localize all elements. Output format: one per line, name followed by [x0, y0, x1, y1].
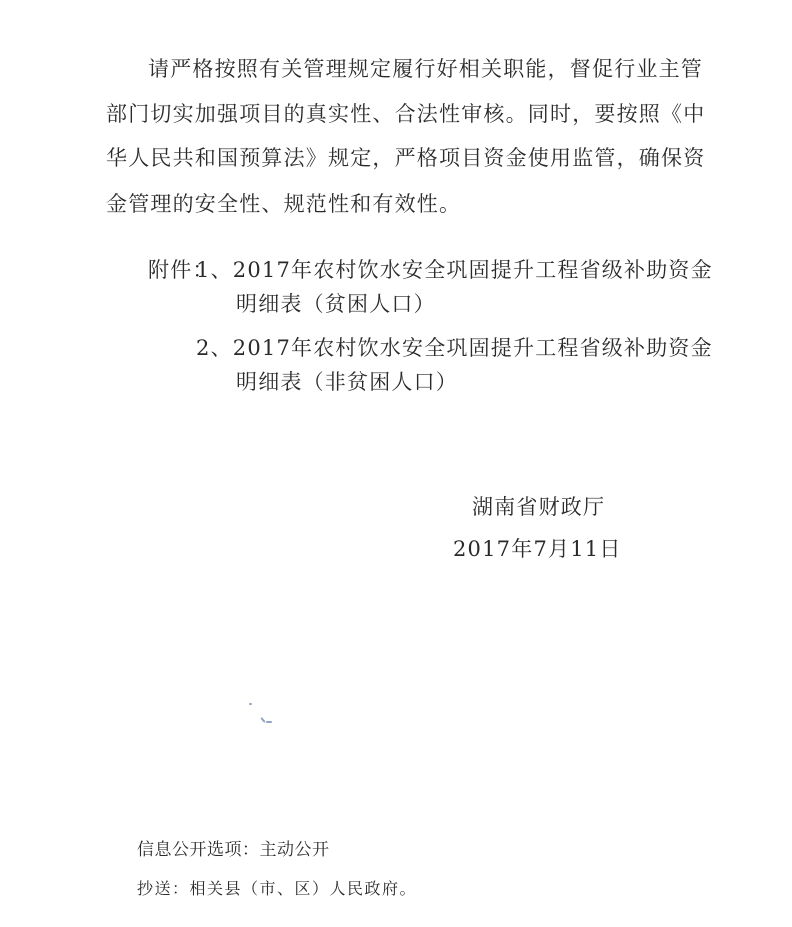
body-line-2: 部门切实加强项目的真实性、合法性审核。同时，要按照《中	[106, 102, 706, 126]
attachment-2-line-2: 明细表（非贫困人口）	[236, 370, 458, 394]
attachment-2-line-1: 2、2017年农村饮水安全巩固提升工程省级补助资金	[196, 336, 713, 360]
cc-line: 抄送：相关县（市、区）人民政府。	[137, 879, 418, 898]
scan-speck	[249, 703, 252, 705]
signature-org: 湖南省财政厅	[472, 495, 606, 519]
body-line-3: 华人民共和国预算法》规定，严格项目资金使用监管，确保资	[106, 146, 706, 170]
signature-date: 2017年7月11日	[453, 537, 622, 561]
attachment-label: 附件：	[148, 258, 215, 282]
disclosure-option: 信息公开选项：主动公开	[137, 840, 330, 860]
body-line-1: 请严格按照有关管理规定履行好相关职能，督促行业主管	[148, 57, 703, 81]
attachment-1-line-2: 明细表（贫困人口）	[236, 292, 436, 316]
body-line-4: 金管理的安全性、规范性和有效性。	[106, 192, 462, 216]
attachment-1-line-1: 1、2017年农村饮水安全巩固提升工程省级补助资金	[196, 258, 713, 282]
scan-speck	[260, 717, 265, 723]
scan-speck	[266, 721, 272, 723]
